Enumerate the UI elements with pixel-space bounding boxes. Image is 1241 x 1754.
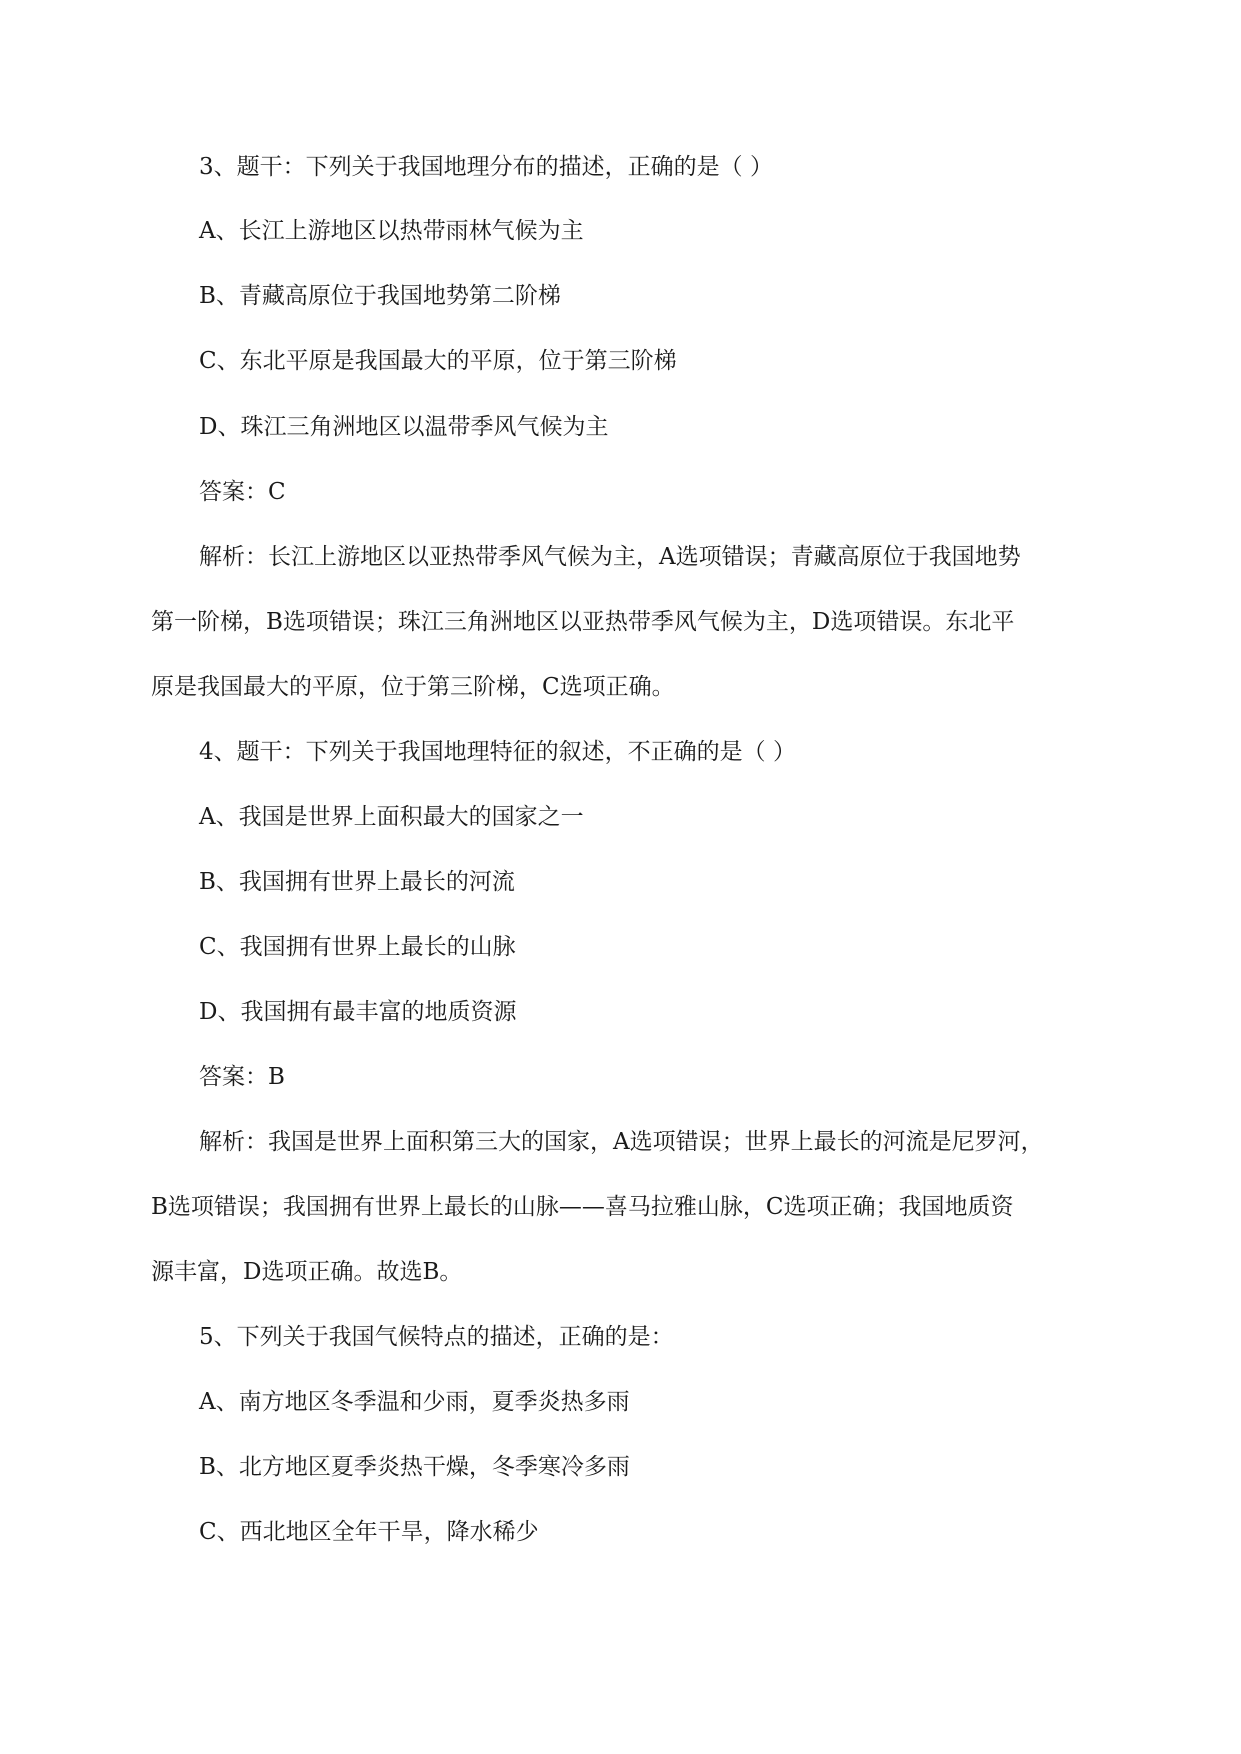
answer-line: 答案：B bbox=[199, 1064, 285, 1090]
analysis-line-1: 解析：长江上游地区以亚热带季风气候为主，A选项错误；青藏高原位于我国地势 bbox=[199, 544, 1021, 570]
analysis-line-3: 原是我国最大的平原，位于第三阶梯，C选项正确。 bbox=[151, 674, 675, 700]
option-b: B、青藏高原位于我国地势第二阶梯 bbox=[199, 283, 561, 309]
option-c: C、东北平原是我国最大的平原，位于第三阶梯 bbox=[199, 348, 677, 374]
option-a: A、南方地区冬季温和少雨，夏季炎热多雨 bbox=[199, 1389, 630, 1415]
analysis-line-2: B选项错误；我国拥有世界上最长的山脉——喜马拉雅山脉，C选项正确；我国地质资 bbox=[151, 1194, 1014, 1220]
option-b: B、我国拥有世界上最长的河流 bbox=[199, 869, 515, 895]
option-c: C、我国拥有世界上最长的山脉 bbox=[199, 934, 516, 960]
option-c: C、西北地区全年干旱，降水稀少 bbox=[199, 1519, 539, 1545]
option-b: B、北方地区夏季炎热干燥，冬季寒冷多雨 bbox=[199, 1454, 630, 1480]
option-a: A、长江上游地区以热带雨林气候为主 bbox=[199, 218, 584, 244]
question-stem: 5、下列关于我国气候特点的描述，正确的是： bbox=[199, 1324, 674, 1350]
question-stem: 4、题干：下列关于我国地理特征的叙述，不正确的是（ ） bbox=[199, 739, 796, 765]
question-stem: 3、题干：下列关于我国地理分布的描述，正确的是（ ） bbox=[199, 154, 773, 180]
analysis-line-3: 源丰富，D选项正确。故选B。 bbox=[151, 1259, 463, 1285]
option-d: D、珠江三角洲地区以温带季风气候为主 bbox=[199, 414, 609, 440]
answer-line: 答案：C bbox=[199, 479, 286, 505]
analysis-line-2: 第一阶梯，B选项错误；珠江三角洲地区以亚热带季风气候为主，D选项错误。东北平 bbox=[151, 609, 1015, 635]
option-a: A、我国是世界上面积最大的国家之一 bbox=[199, 804, 584, 830]
analysis-line-1: 解析：我国是世界上面积第三大的国家，A选项错误；世界上最长的河流是尼罗河， bbox=[199, 1129, 1044, 1155]
option-d: D、我国拥有最丰富的地质资源 bbox=[199, 999, 517, 1025]
